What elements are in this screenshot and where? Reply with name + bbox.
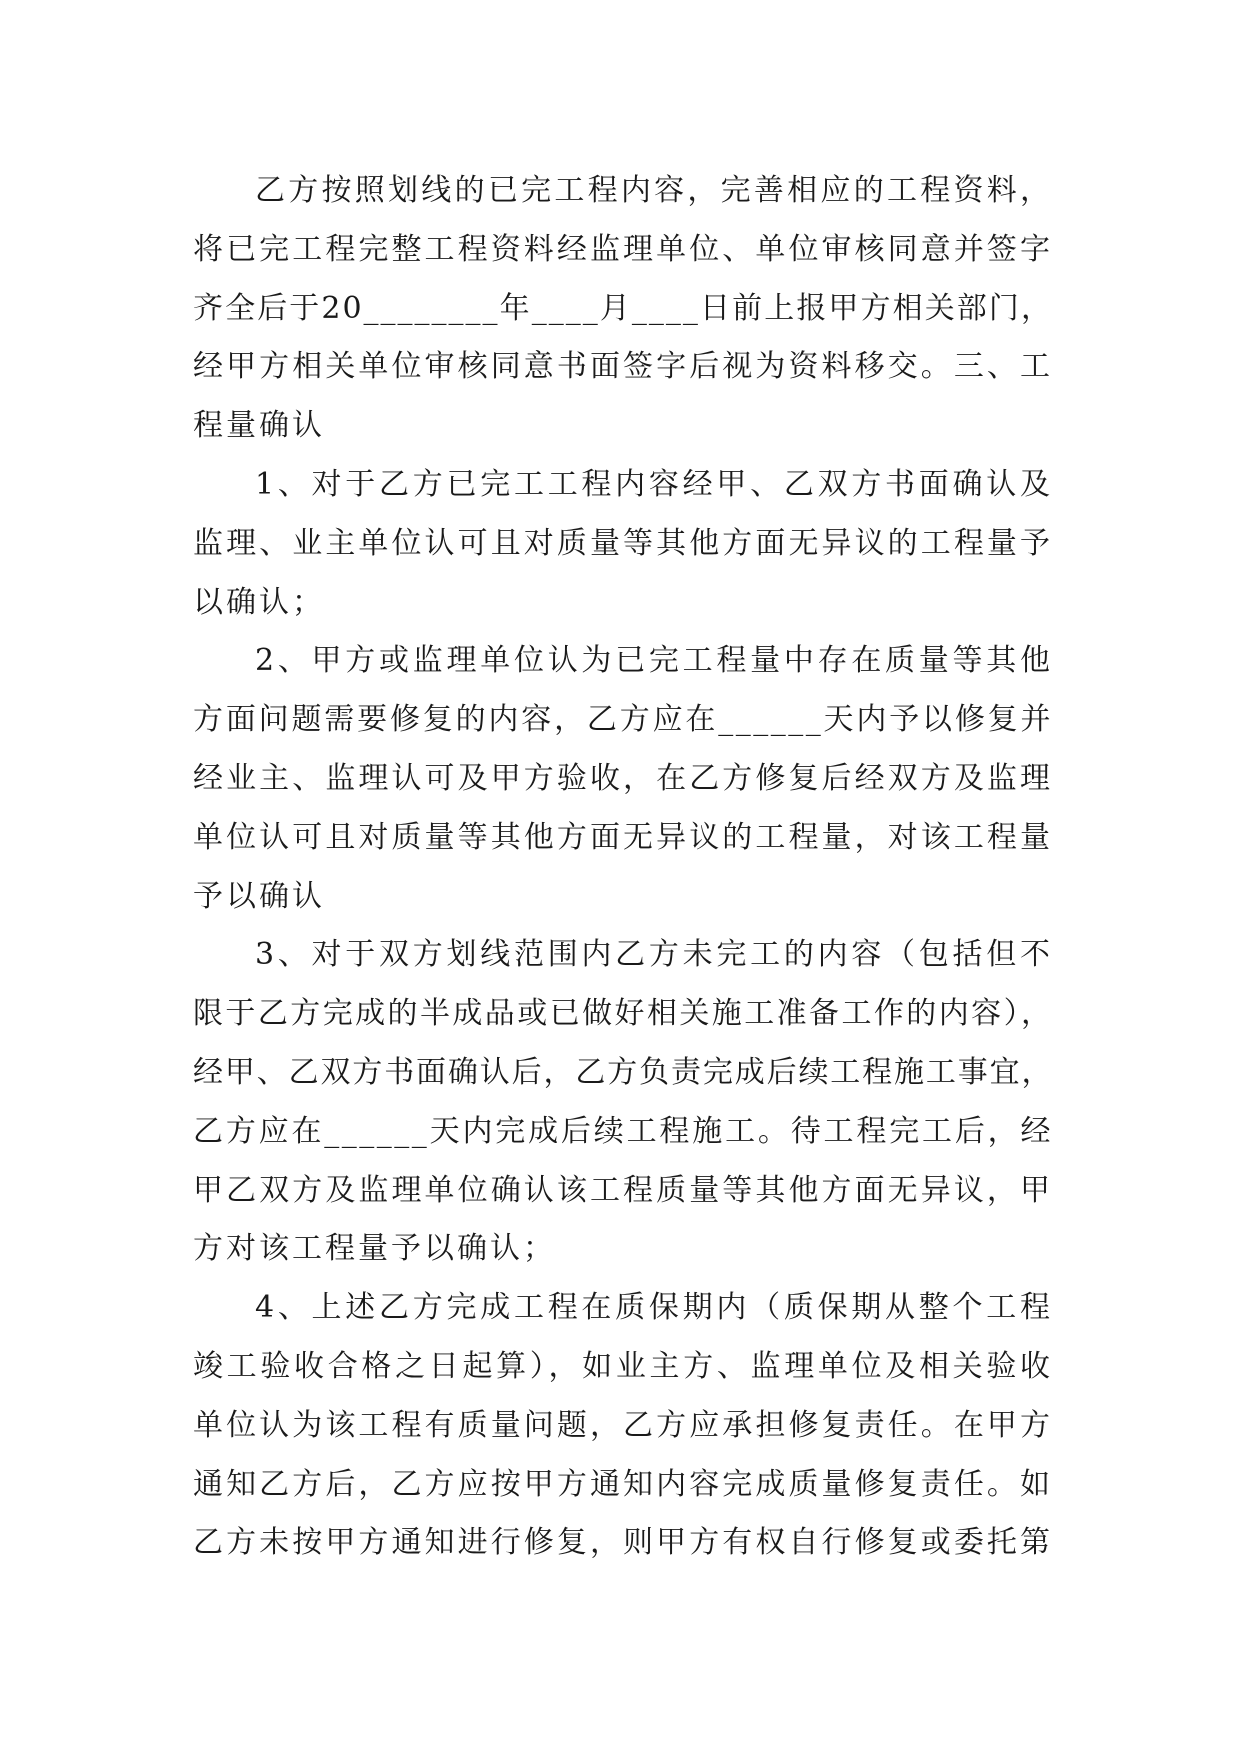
text-line: 以确认； — [193, 584, 325, 620]
text-line: 4、上述乙方完成工程在质保期内（质保期从整个工程 — [255, 1290, 1053, 1326]
text-line: 经甲、乙双方书面确认后，乙方负责完成后续工程施工事宜， — [193, 1054, 1053, 1090]
text-line: 通知乙方后，乙方应按甲方通知内容完成质量修复责任。如 — [193, 1466, 1053, 1502]
text-line: 乙方应在______天内完成后续工程施工。待工程完工后，经 — [193, 1113, 1053, 1149]
text-line: 乙方按照划线的已完工程内容，完善相应的工程资料， — [255, 173, 1053, 208]
text-line: 2、甲方或监理单位认为已完工程量中存在质量等其他 — [255, 643, 1053, 679]
text-line: 竣工验收合格之日起算），如业主方、监理单位及相关验收 — [193, 1348, 1053, 1384]
text-line: 予以确认 — [193, 878, 325, 914]
text-line: 方面问题需要修复的内容，乙方应在______天内予以修复并 — [193, 702, 1053, 738]
text-line: 监理、业主单位认可且对质量等其他方面无异议的工程量予 — [193, 525, 1053, 561]
text-line: 1、对于乙方已完工工程内容经甲、乙双方书面确认及 — [255, 466, 1053, 502]
text-line: 单位认为该工程有质量问题，乙方应承担修复责任。在甲方 — [193, 1407, 1053, 1443]
text-line: 将已完工程完整工程资料经监理单位、单位审核同意并签字 — [193, 231, 1053, 267]
text-line: 经业主、监理认可及甲方验收，在乙方修复后经双方及监理 — [193, 760, 1053, 796]
text-line: 限于乙方完成的半成品或已做好相关施工准备工作的内容）， — [193, 996, 1053, 1032]
text-line: 程量确认 — [193, 408, 325, 444]
text-line: 齐全后于20________年____月____日前上报甲方相关部门， — [193, 290, 1053, 326]
text-line: 单位认可且对质量等其他方面无异议的工程量，对该工程量 — [193, 819, 1053, 855]
text-line: 3、对于双方划线范围内乙方未完工的内容（包括但不 — [255, 937, 1053, 973]
text-line: 乙方未按甲方通知进行修复，则甲方有权自行修复或委托第 — [193, 1525, 1053, 1561]
text-line: 方对该工程量予以确认； — [193, 1231, 556, 1267]
text-line: 经甲方相关单位审核同意书面签字后视为资料移交。三、工 — [193, 349, 1053, 385]
text-line: 甲乙双方及监理单位确认该工程质量等其他方面无异议，甲 — [193, 1172, 1053, 1208]
document-body — [193, 162, 1053, 1573]
